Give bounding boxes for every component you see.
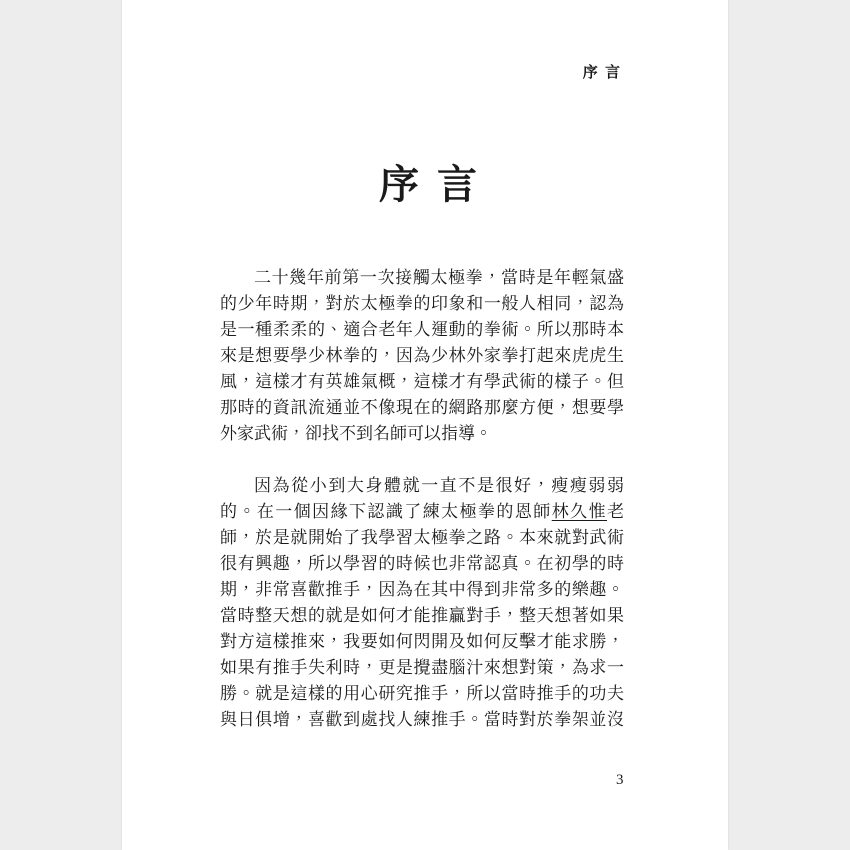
text-line: 外家武術，卻找不到名師可以指導。 (220, 424, 492, 444)
text-line: 如果有推手失利時，更是攪盡腦汁來想對策，為求一 (220, 658, 624, 678)
text-line: 的少年時期，對於太極拳的印象和一般人相同，認為 (220, 294, 624, 314)
chapter-title: 序 言 (379, 161, 477, 208)
paragraph (220, 473, 624, 733)
page-number: 3 (616, 772, 624, 788)
text-line: 來是想要學少林拳的，因為少林外家拳打起來虎虎生 (220, 346, 624, 366)
text-segment: 老 (607, 502, 624, 522)
text-segment: 的。在一個因緣下認識了練太極拳的恩師 (220, 502, 552, 522)
running-header: 序 言 (582, 63, 620, 81)
text-line: 當時整天想的就是如何才能推贏對手，整天想著如果 (220, 606, 624, 626)
text-line: 那時的資訊流通並不像現在的網路那麼方便，想要學 (220, 398, 624, 418)
text-line (220, 499, 624, 525)
text-line: 與日俱增，喜歡到處找人練推手。當時對於拳架並沒 (220, 710, 624, 730)
paragraph (220, 265, 624, 447)
text-line: 期，非常喜歡推手，因為在其中得到非常多的樂趣。 (220, 580, 624, 600)
text-line: 風，這樣才有英雄氣概，這樣才有學武術的樣子。但 (220, 372, 624, 392)
book-page (122, 0, 728, 850)
text-line: 師，於是就開始了我學習太極拳之路。本來就對武術 (220, 528, 624, 548)
text-line: 勝。就是這樣的用心研究推手，所以當時推手的功夫 (220, 684, 624, 704)
body-text (220, 265, 624, 733)
text-line: 是一種柔柔的、適合老年人運動的拳術。所以那時本 (220, 320, 624, 340)
text-line: 二十幾年前第一次接觸太極拳，當時是年輕氣盛 (254, 268, 624, 288)
underlined-name: 林久惟 (551, 502, 608, 522)
text-line: 很有興趣，所以學習的時候也非常認真。在初學的時 (220, 554, 624, 574)
text-line: 對方這樣推來，我要如何閃開及如何反擊才能求勝， (220, 632, 624, 652)
text-line: 因為從小到大身體就一直不是很好，瘦瘦弱弱 (254, 476, 624, 496)
